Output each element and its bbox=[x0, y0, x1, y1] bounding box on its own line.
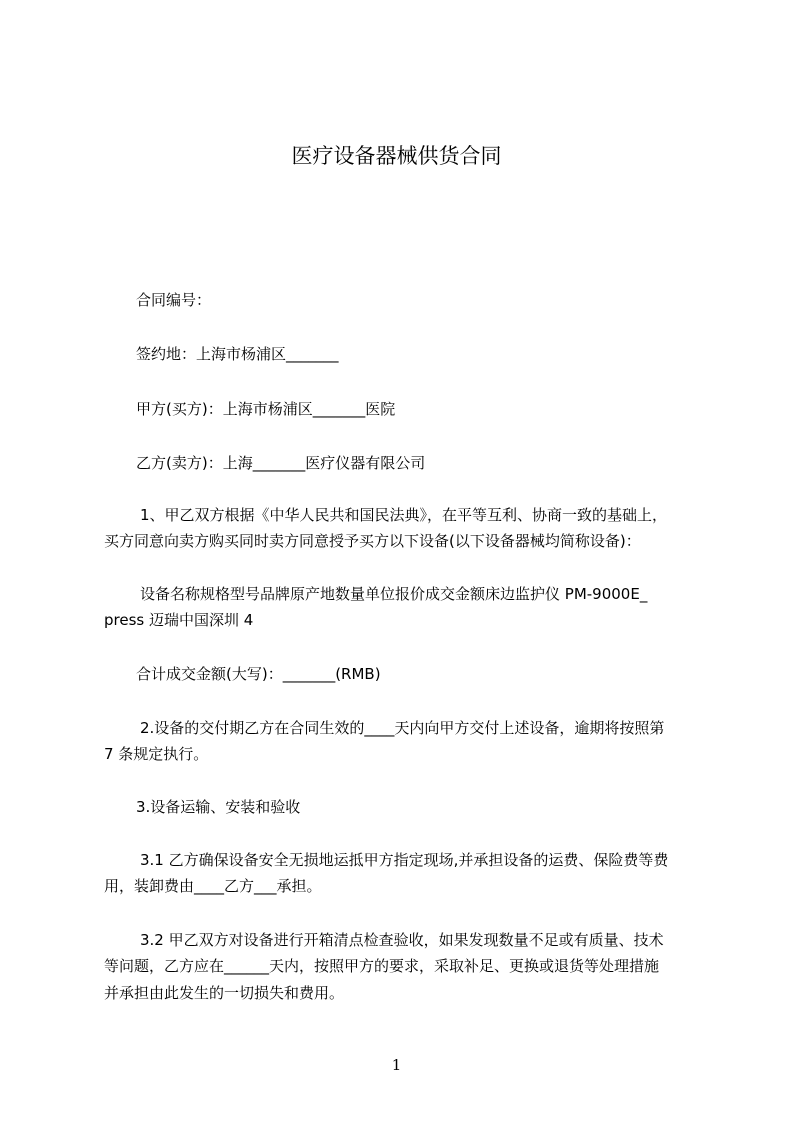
signing-place-line: 签约地：上海市杨浦区_______ bbox=[136, 345, 339, 363]
clause-3-2-line-1: 3.2 甲乙双方对设备进行开箱清点检查验收，如果发现数量不足或有质量、技术 bbox=[140, 931, 664, 949]
clause-3-heading: 3.设备运输、安装和验收 bbox=[136, 798, 301, 816]
document-title: 医疗设备器械供货合同 bbox=[291, 144, 502, 168]
clause-2-line-2: 7 条规定执行。 bbox=[104, 745, 209, 763]
contract-number-line: 合同编号： bbox=[136, 291, 212, 309]
page-number: 1 bbox=[391, 1056, 402, 1074]
party-a-line: 甲方(买方)：上海市杨浦区_______医院 bbox=[136, 400, 396, 418]
total-amount-line: 合计成交金额(大写)：_______(RMB) bbox=[136, 665, 381, 683]
clause-1-line-1: 1、甲乙双方根据《中华人民共和国民法典》，在平等互利、协商一致的基础上， bbox=[140, 506, 668, 524]
clause-3-2-line-3: 并承担由此发生的一切损失和费用。 bbox=[104, 984, 345, 1002]
clause-1-line-2: 买方同意向卖方购买同时卖方同意授予买方以下设备(以下设备器械均简称设备)： bbox=[104, 532, 641, 550]
clause-3-1-line-1: 3.1 乙方确保设备安全无损地运抵甲方指定现场,并承担设备的运费、保险费等费 bbox=[140, 851, 669, 869]
clause-3-1-line-2: 用，装卸费由____乙方___承担。 bbox=[104, 877, 322, 895]
equipment-line-1: 设备名称规格型号品牌原产地数量单位报价成交金额床边监护仪 PM-9000E_ bbox=[140, 585, 648, 603]
clause-2-line-1: 2.设备的交付期乙方在合同生效的____天内向甲方交付上述设备，逾期将按照第 bbox=[140, 719, 665, 737]
equipment-line-2: press 迈瑞中国深圳 4 bbox=[104, 611, 254, 629]
clause-3-2-line-2: 等问题，乙方应在______天内，按照甲方的要求，采取补足、更换或退货等处理措施 bbox=[104, 957, 660, 975]
party-b-line: 乙方(卖方)：上海_______医疗仪器有限公司 bbox=[136, 454, 426, 472]
